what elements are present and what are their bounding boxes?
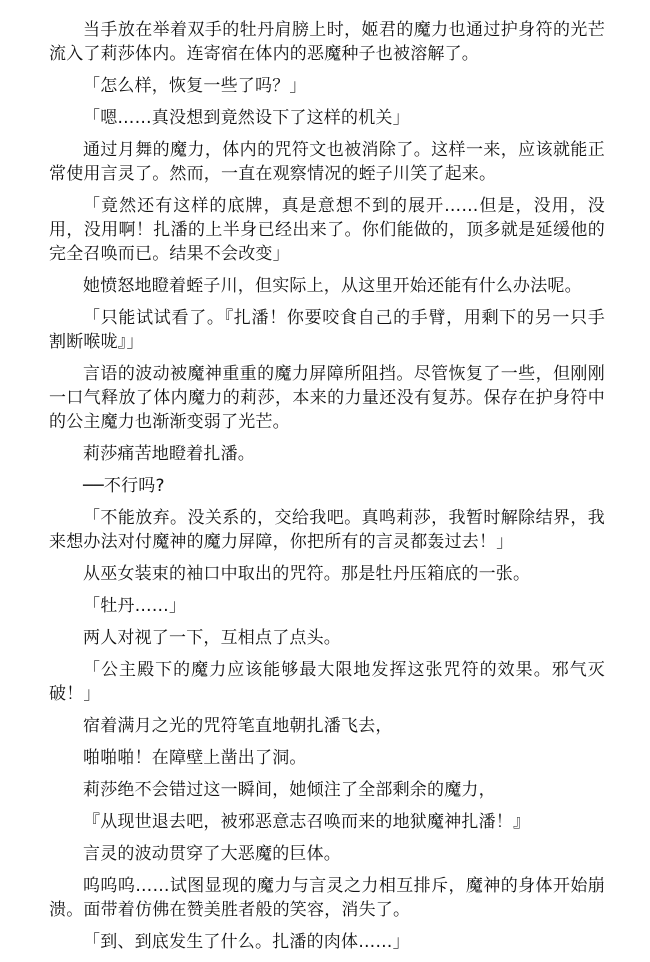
paragraph-14: 两人对视了一下，互相点了点头。: [83, 628, 341, 648]
document-page: [49, 18, 605, 962]
paragraph-2: 「怎么样，恢复一些了吗？」: [83, 76, 307, 96]
paragraph-11: 「不能放弃。没关系的，交给我吧。真鸣莉莎，我暂时解除结界，我来想办法对付魔神的魔力屏障，你把所有的言灵都轰过去！」: [49, 508, 605, 552]
paragraph-10: ──不行吗?: [83, 476, 165, 496]
paragraph-17: 啪啪啪！在障壁上凿出了洞。: [83, 748, 307, 768]
paragraph-12: 从巫女装束的袖口中取出的咒符。那是牡丹压箱底的一张。: [83, 564, 531, 584]
paragraph-1: 当手放在举着双手的牡丹肩膀上时，姬君的魔力也通过护身符的光芒流入了莉莎体内。连寄宿在体内的恶魔种子也被溶解了。: [49, 20, 605, 64]
paragraph-3: 「嗯……真没想到竟然设下了这样的机关」: [83, 108, 410, 128]
paragraph-6: 她愤怒地瞪着蛭子川，但实际上，从这里开始还能有什么办法呢。: [83, 276, 582, 296]
paragraph-21: 呜呜呜……试图显现的魔力与言灵之力相互排斥，魔神的身体开始崩溃。面带着仿佛在赞美胜者般的笑容，消失了。: [49, 876, 605, 920]
paragraph-18: 莉莎绝不会错过这一瞬间，她倾注了全部剩余的魔力，: [83, 780, 496, 800]
paragraph-20: 言灵的波动贯穿了大恶魔的巨体。: [83, 844, 341, 864]
paragraph-16: 宿着满月之光的咒符笔直地朝扎潘飞去，: [83, 716, 393, 736]
paragraph-22: 「到、到底发生了什么。扎潘的肉体……」: [83, 932, 410, 952]
paragraph-5: 「竟然还有这样的底牌，真是意想不到的展开……但是，没用，没用，没用啊！扎潘的上半身已经出来了。你们能做的，顶多就是延缓他的完全召唤而已。结果不会改变」: [49, 196, 605, 264]
paragraph-7: 「只能试试看了。『扎潘！你要咬食自己的手臂，用剩下的另一只手割断喉咙』」: [49, 308, 605, 352]
paragraph-19: 『从现世退去吧，被邪恶意志召唤而来的地狱魔神扎潘！』: [83, 812, 531, 832]
paragraph-8: 言语的波动被魔神重重的魔力屏障所阻挡。尽管恢复了一些，但刚刚一口气释放了体内魔力的莉莎，本来的力量还没有复苏。保存在护身符中的公主魔力也渐渐变弱了光芒。: [49, 364, 605, 432]
paragraph-13: 「牡丹……」: [83, 596, 187, 616]
paragraph-4: 通过月舞的魔力，体内的咒符文也被消除了。这样一来，应该就能正常使用言灵了。然而，一直在观察情况的蛭子川笑了起来。: [49, 140, 605, 184]
paragraph-9: 莉莎痛苦地瞪着扎潘。: [83, 444, 255, 464]
paragraph-15: 「公主殿下的魔力应该能够最大限地发挥这张咒符的效果。邪气灭破！」: [49, 660, 605, 704]
